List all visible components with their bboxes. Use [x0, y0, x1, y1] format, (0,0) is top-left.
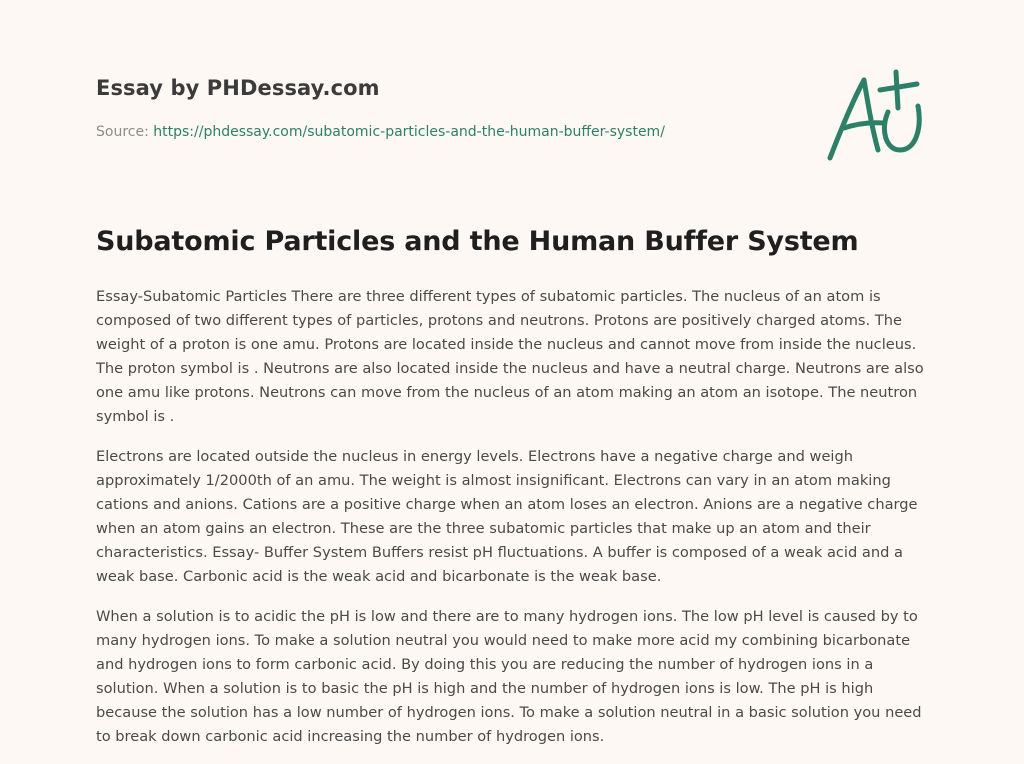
source-line [96, 124, 665, 140]
a-plus-icon [822, 66, 928, 166]
essay-body [96, 285, 936, 764]
essay-paragraph: Essay-Subatomic Particles There are three different types of subatomic particles. The nucleus of an atom is composed of two different types of particles, protons and neutrons. Protons are positively charged atoms. The weight of a proton is one amu. Protons are located inside the nucleus and cannot move from inside the nucleus. The proton symbol is . Neutrons are also located inside the nucleus and have a neutral charge. Neutrons are also one amu like protons. Neutrons can move from the nucleus of an atom making an atom an isotope. The neutron symbol is . [96, 288, 924, 425]
brand-title: Essay by PHDessay.com [96, 76, 380, 100]
source-label: Source: [96, 124, 154, 140]
essay-paragraph: When a solution is to acidic the pH is low and there are to many hydrogen ions. The low pH level is caused by to many hydrogen ions. To make a solution neutral you would need to make more acid my combining bicarbonate and hydrogen ions to form carbonic acid. By doing this you are reducing the number of hydrogen ions in a solution. When a solution is to basic the pH is high and the number of hydrogen ions is low. The pH is high because the solution has a low number of hydrogen ions. To make a solution neutral in a basic solution you need to break down carbonic acid increasing the number of hydrogen ions. [96, 608, 922, 745]
essay-paragraph: Electrons are located outside the nucleus in energy levels. Electrons have a negative charge and weigh approximately 1/2000th of an amu. The weight is almost insignificant. Electrons can vary in an atom making cations and anions. Cations are a positive charge when an atom loses an electron. Anions are a negative charge when an atom gains an electron. These are the three subatomic particles that make up an atom and their characteristics. Essay- Buffer System Buffers resist pH fluctuations. A buffer is composed of a weak acid and a weak base. Carbonic acid is the weak acid and bicarbonate is the weak base. [96, 448, 918, 585]
essay-title: Subatomic Particles and the Human Buffer System [96, 226, 859, 257]
source-link[interactable]: https://phdessay.com/subatomic-particles-and-the-human-buffer-system/ [153, 124, 665, 140]
